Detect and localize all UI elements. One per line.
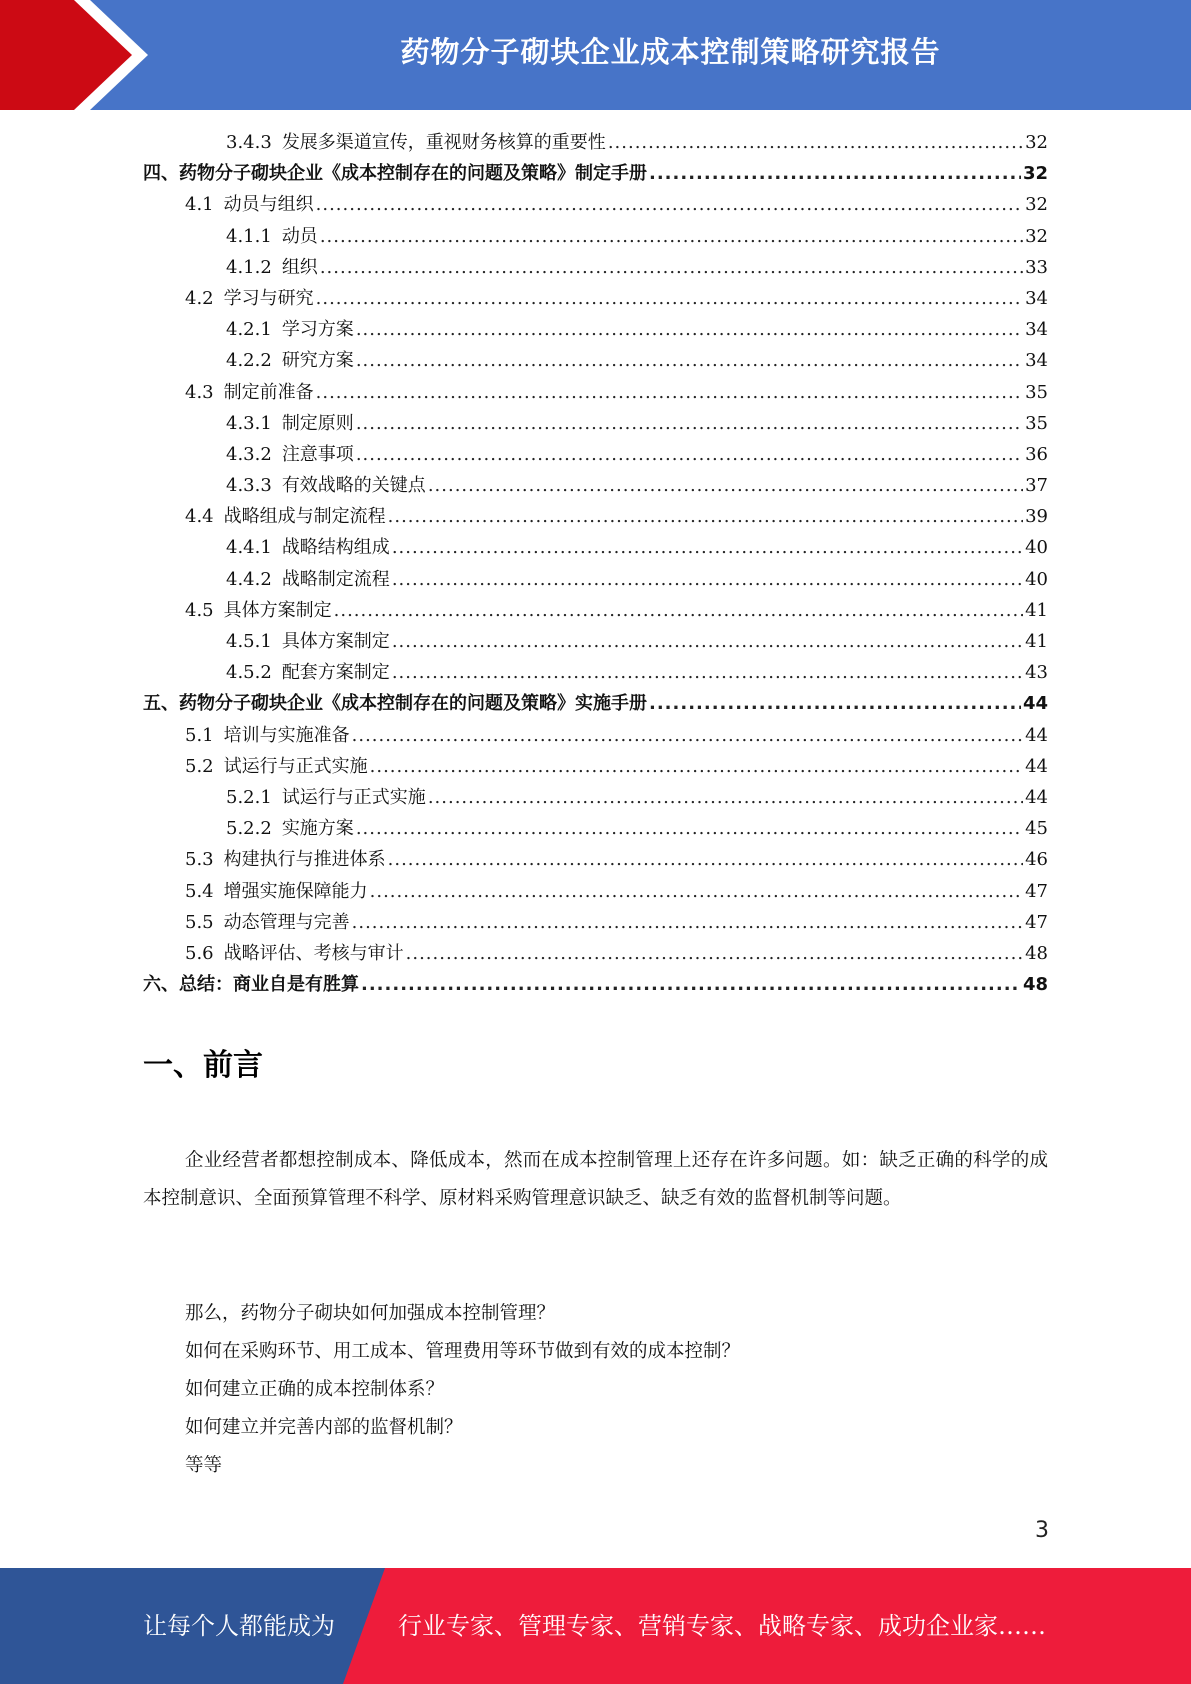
toc-entry-number: 4.3.3 (226, 475, 272, 497)
table-of-contents (143, 127, 1048, 1000)
page-footer (0, 1568, 1191, 1684)
toc-entry[interactable] (143, 938, 1048, 969)
toc-entry[interactable] (143, 564, 1048, 595)
toc-entry-number: 5.5 (185, 911, 214, 933)
intro-paragraph: 企业经营者都想控制成本、降低成本，然而在成本控制管理上还存在许多问题。如：缺乏正确的科学的成本控制意识、全面预算管理不科学、原材料采购管理意识缺乏、缺乏有效的监督机制等问题。 (143, 1150, 1048, 1209)
toc-entry-number: 4.3.2 (226, 443, 272, 465)
toc-dot-leader (388, 844, 1023, 875)
toc-entry-number: 4.3.1 (226, 412, 272, 434)
toc-entry-page: 43 (1025, 662, 1048, 684)
toc-entry-number: 4.5 (185, 599, 214, 621)
toc-entry[interactable] (143, 501, 1048, 532)
toc-entry-title: 增强实施保障能力 (223, 880, 368, 902)
toc-entry[interactable] (143, 969, 1048, 1000)
toc-entry-page: 44 (1025, 786, 1048, 808)
toc-entry-page: 36 (1025, 443, 1048, 465)
toc-entry[interactable] (143, 907, 1048, 938)
toc-entry-title: 有效战略的关键点 (281, 475, 426, 497)
toc-entry[interactable] (143, 595, 1048, 626)
toc-entry-title: 具体方案制定 (281, 631, 390, 652)
toc-entry-number: 4.1.1 (226, 225, 272, 247)
toc-entry-page: 40 (1025, 568, 1048, 590)
footer-slogan-right: 行业专家、管理专家、营销专家、战略专家、成功企业家…… (398, 1612, 1046, 1640)
toc-dot-leader (316, 377, 1023, 408)
toc-entry-title: 注意事项 (281, 443, 354, 465)
toc-dot-leader (352, 907, 1023, 938)
toc-entry[interactable] (143, 127, 1048, 158)
toc-dot-leader (406, 938, 1023, 969)
toc-entry-page: 34 (1025, 350, 1048, 372)
toc-entry-page: 33 (1025, 256, 1048, 278)
toc-dot-leader (370, 751, 1023, 782)
toc-entry-page: 40 (1025, 537, 1048, 559)
toc-entry-title: 具体方案制定 (223, 599, 332, 621)
toc-entry[interactable] (143, 283, 1048, 314)
toc-entry-title: 四、药物分子砌块企业《成本控制存在的问题及策略》制定手册 (143, 163, 647, 185)
toc-dot-leader (334, 595, 1023, 626)
toc-entry-title: 战略结构组成 (281, 537, 390, 559)
document-title: 药物分子砌块企业成本控制策略研究报告 (400, 34, 941, 69)
toc-entry[interactable] (143, 252, 1048, 283)
toc-entry-page: 32 (1022, 163, 1048, 185)
header-chevron-icon (0, 0, 160, 110)
toc-dot-leader (356, 813, 1023, 844)
toc-entry[interactable] (143, 377, 1048, 408)
toc-dot-leader (392, 626, 1023, 657)
question-item: 如何在采购环节、用工成本、管理费用等环节做到有效的成本控制？ (185, 1341, 741, 1362)
toc-entry[interactable] (143, 439, 1048, 470)
toc-entry-number: 3.4.3 (226, 132, 272, 153)
question-item: 如何建立并完善内部的监督机制？ (185, 1417, 463, 1438)
toc-entry-page: 47 (1025, 880, 1048, 902)
toc-entry-title: 培训与实施准备 (223, 724, 350, 746)
toc-entry[interactable] (143, 751, 1048, 782)
toc-dot-leader (361, 969, 1021, 1000)
toc-entry-number: 5.2.1 (226, 786, 272, 808)
toc-entry-title: 学习方案 (281, 319, 354, 341)
toc-entry-title: 构建执行与推进体系 (223, 849, 386, 871)
toc-entry-number: 4.1.2 (226, 256, 272, 278)
toc-entry-title: 动态管理与完善 (223, 911, 350, 933)
toc-dot-leader (392, 657, 1023, 688)
toc-entry-number: 4.2.2 (226, 350, 272, 372)
toc-entry[interactable] (143, 626, 1048, 657)
question-item: 如何建立正确的成本控制体系？ (185, 1379, 445, 1400)
toc-entry[interactable] (143, 813, 1048, 844)
toc-dot-leader (320, 252, 1023, 283)
toc-entry[interactable] (143, 657, 1048, 688)
toc-entry-title: 制定前准备 (223, 381, 314, 403)
toc-entry-page: 35 (1025, 412, 1048, 434)
toc-entry-number: 5.6 (185, 942, 214, 964)
question-item: 那么，药物分子砌块如何加强成本控制管理？ (185, 1303, 556, 1324)
toc-dot-leader (320, 221, 1023, 252)
toc-entry-page: 45 (1025, 818, 1048, 840)
toc-dot-leader (370, 876, 1023, 907)
toc-entry-page: 44 (1025, 724, 1048, 746)
toc-entry-number: 4.5.1 (226, 631, 272, 652)
toc-dot-leader (392, 564, 1023, 595)
toc-entry-page: 48 (1025, 942, 1048, 964)
toc-entry-page: 37 (1025, 475, 1048, 497)
toc-entry[interactable] (143, 221, 1048, 252)
toc-entry-number: 4.3 (185, 381, 214, 403)
toc-entry-title: 组织 (281, 256, 318, 278)
toc-entry-title: 战略评估、考核与审计 (223, 942, 404, 964)
toc-entry-number: 5.1 (185, 724, 214, 746)
toc-entry-page: 32 (1025, 194, 1048, 216)
toc-entry-title: 试运行与正式实施 (223, 755, 368, 777)
toc-entry-number: 4.4.2 (226, 568, 272, 590)
footer-slogan-left: 让每个人都能成为 (143, 1612, 335, 1640)
toc-entry[interactable] (143, 688, 1048, 719)
toc-entry-page: 48 (1022, 974, 1048, 996)
toc-entry-number: 4.5.2 (226, 662, 272, 684)
toc-entry-title: 六、总结：商业自是有胜算 (143, 974, 359, 996)
toc-dot-leader (356, 439, 1023, 470)
toc-dot-leader (428, 470, 1023, 501)
toc-entry-number: 5.4 (185, 880, 214, 902)
toc-dot-leader (608, 127, 1023, 158)
toc-entry-title: 战略组成与制定流程 (223, 506, 386, 528)
toc-entry-page: 32 (1025, 225, 1048, 247)
toc-entry-number: 4.4.1 (226, 537, 272, 559)
toc-entry[interactable] (143, 158, 1048, 189)
toc-entry-title: 学习与研究 (223, 287, 314, 309)
toc-dot-leader (428, 782, 1023, 813)
toc-entry-title: 制定原则 (281, 412, 354, 434)
toc-entry-page: 44 (1025, 755, 1048, 777)
page-number: 3 (1035, 1518, 1049, 1543)
toc-entry-page: 34 (1025, 319, 1048, 341)
page-header (0, 0, 1191, 110)
toc-entry-number: 4.4 (185, 506, 214, 528)
toc-dot-leader (649, 688, 1021, 719)
toc-entry-page: 47 (1025, 911, 1048, 933)
toc-entry-page: 44 (1022, 693, 1048, 715)
toc-entry-title: 战略制定流程 (281, 568, 390, 590)
toc-dot-leader (316, 189, 1023, 220)
toc-entry[interactable] (143, 844, 1048, 875)
toc-entry[interactable] (143, 876, 1048, 907)
toc-dot-leader (392, 532, 1023, 563)
toc-entry-title: 动员 (281, 225, 318, 247)
toc-entry-number: 4.2 (185, 287, 214, 309)
question-list (185, 1295, 740, 1485)
toc-dot-leader (356, 314, 1023, 345)
toc-entry-title: 发展多渠道宣传，重视财务核算的重要性 (281, 132, 606, 153)
toc-dot-leader (649, 158, 1021, 189)
toc-entry[interactable] (143, 408, 1048, 439)
section-heading: 一、前言 (143, 1048, 263, 1083)
toc-entry-title: 动员与组织 (223, 194, 314, 216)
toc-entry-page: 34 (1025, 287, 1048, 309)
toc-entry-page: 32 (1025, 132, 1048, 153)
toc-entry-page: 35 (1025, 381, 1048, 403)
toc-entry[interactable] (143, 782, 1048, 813)
toc-entry-page: 41 (1025, 599, 1048, 621)
toc-entry[interactable] (143, 532, 1048, 563)
toc-entry-title: 研究方案 (281, 350, 354, 372)
toc-entry-page: 39 (1025, 506, 1048, 528)
toc-entry[interactable] (143, 345, 1048, 376)
toc-dot-leader (388, 501, 1023, 532)
toc-entry-page: 41 (1025, 631, 1048, 652)
toc-entry[interactable] (143, 189, 1048, 220)
question-item: 等等 (185, 1455, 223, 1476)
toc-entry-title: 试运行与正式实施 (281, 786, 426, 808)
toc-entry-title: 五、药物分子砌块企业《成本控制存在的问题及策略》实施手册 (143, 693, 647, 715)
toc-entry-page: 46 (1025, 849, 1048, 871)
toc-dot-leader (352, 720, 1023, 751)
toc-entry-number: 4.2.1 (226, 319, 272, 341)
toc-entry[interactable] (143, 314, 1048, 345)
toc-entry[interactable] (143, 720, 1048, 751)
toc-dot-leader (316, 283, 1023, 314)
toc-entry-title: 配套方案制定 (281, 662, 390, 684)
toc-entry-number: 5.2 (185, 755, 214, 777)
toc-entry[interactable] (143, 470, 1048, 501)
toc-entry-title: 实施方案 (281, 818, 354, 840)
toc-entry-number: 5.2.2 (226, 818, 272, 840)
toc-entry-number: 4.1 (185, 194, 214, 216)
toc-dot-leader (356, 408, 1023, 439)
toc-entry-number: 5.3 (185, 849, 214, 871)
toc-dot-leader (356, 345, 1023, 376)
